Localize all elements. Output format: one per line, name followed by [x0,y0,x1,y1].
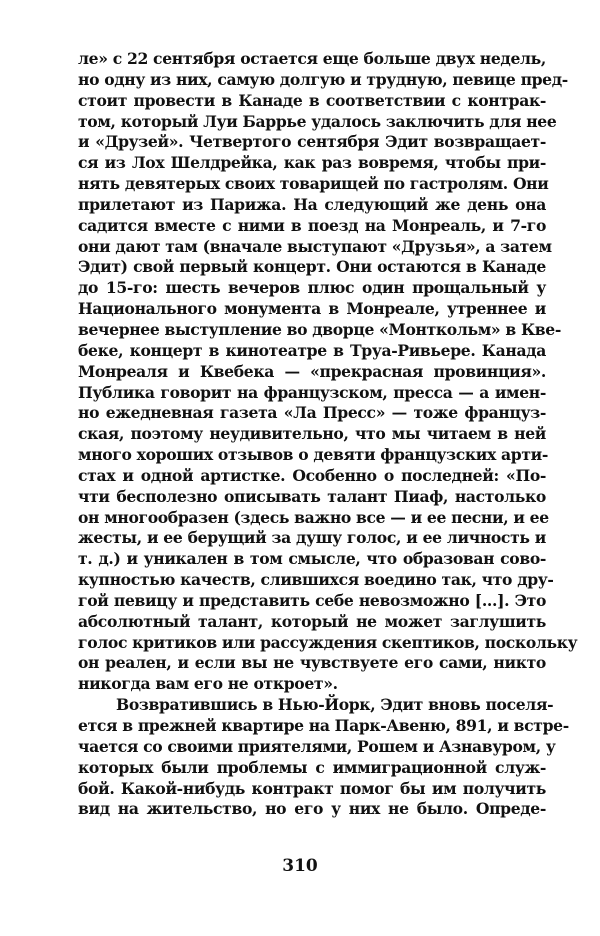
text-line: бой. Какой-нибудь контракт помог бы им получить [78,778,546,798]
text-line: но ежедневная газета «Ла Пресс» — тоже француз- [78,403,546,423]
text-line: нять девятерых своих товарищей по гастролям. Они [78,174,549,194]
page-body-text [78,49,578,820]
text-line: прилетают из Парижа. На следующий же день она [78,194,546,214]
text-line: он многообразен (здесь важно все — и ее песни, и ее [78,507,549,527]
text-line: стоит провести в Канаде в соответствии с контрак- [78,90,546,110]
text-line: Возвратившись в Нью-Йорк, Эдит вновь поселя- [116,695,554,715]
text-line: ся из Лох Шелдрейка, как раз вовремя, чтобы при- [78,153,546,173]
text-line: вид на жительство, но его у них не было. Опреде- [78,799,546,819]
text-line: том, который Луи Баррье удалось заключить для нее [78,111,557,131]
text-line: чти бесполезно описывать талант Пиаф, настолько [78,486,546,506]
text-line: и «Друзей». Четвертого сентября Эдит возвращает- [78,132,546,152]
text-line: много хороших отзывов о девяти французских арти- [78,445,548,465]
page-number: 310 [282,856,318,876]
text-line: Монреаля и Квебека — «прекрасная провинция». [78,361,546,381]
text-line: гой певицу и представить себе невозможно [...]. Это [78,590,546,610]
text-line: ле» с 22 сентября остается еще больше двух недель, [78,49,546,68]
text-line: он реален, и если вы не чувствуете его сами, никто [78,653,546,673]
text-line: Публика говорит на французском, пресса — а имен- [78,382,546,402]
text-line: они дают там (вначале выступают «Друзья», а затем [78,236,552,256]
text-line: которых были проблемы с иммиграционной служ- [78,757,546,777]
text-line: т. д.) и уникален в том смысле, что образован сово- [78,549,546,569]
text-line: ская, поэтому неудивительно, что мы читаем в ней [78,424,546,444]
text-line: жесты, и ее берущий за душу голос, и ее личность и [78,528,546,548]
text-line: купностью качеств, слившихся воедино так, что дру- [78,570,554,590]
text-line: стах и одной артистке. Особенно о последней: «По- [78,465,546,485]
text-line: голос критиков или рассуждения скептиков, поскольку [78,632,578,652]
text-line: до 15-го: шесть вечеров плюс один прощальный у [78,278,546,298]
text-line: никогда вам его не откроет». [78,674,338,694]
text-line: Национального монумента в Монреале, утреннее и [78,299,546,319]
text-line: ется в прежней квартире на Парк-Авеню, 891, и встре- [78,716,569,735]
text-line: но одну из них, самую долгую и трудную, певице пред- [78,69,568,89]
text-line: абсолютный талант, который не может заглушить [78,611,546,631]
text-line: вечернее выступление во дворце «Монткольм» в Кве- [78,319,561,339]
text-line: чается со своими приятелями, Рошем и Азнавуром, у [78,736,556,756]
text-line: беке, концерт в кинотеатре в Труа-Ривьере. Канада [78,340,546,360]
text-line: Эдит) свой первый концерт. Они остаются в Канаде [78,257,546,277]
text-line: садится вместе с ними в поезд на Монреаль, и 7-го [78,215,546,235]
